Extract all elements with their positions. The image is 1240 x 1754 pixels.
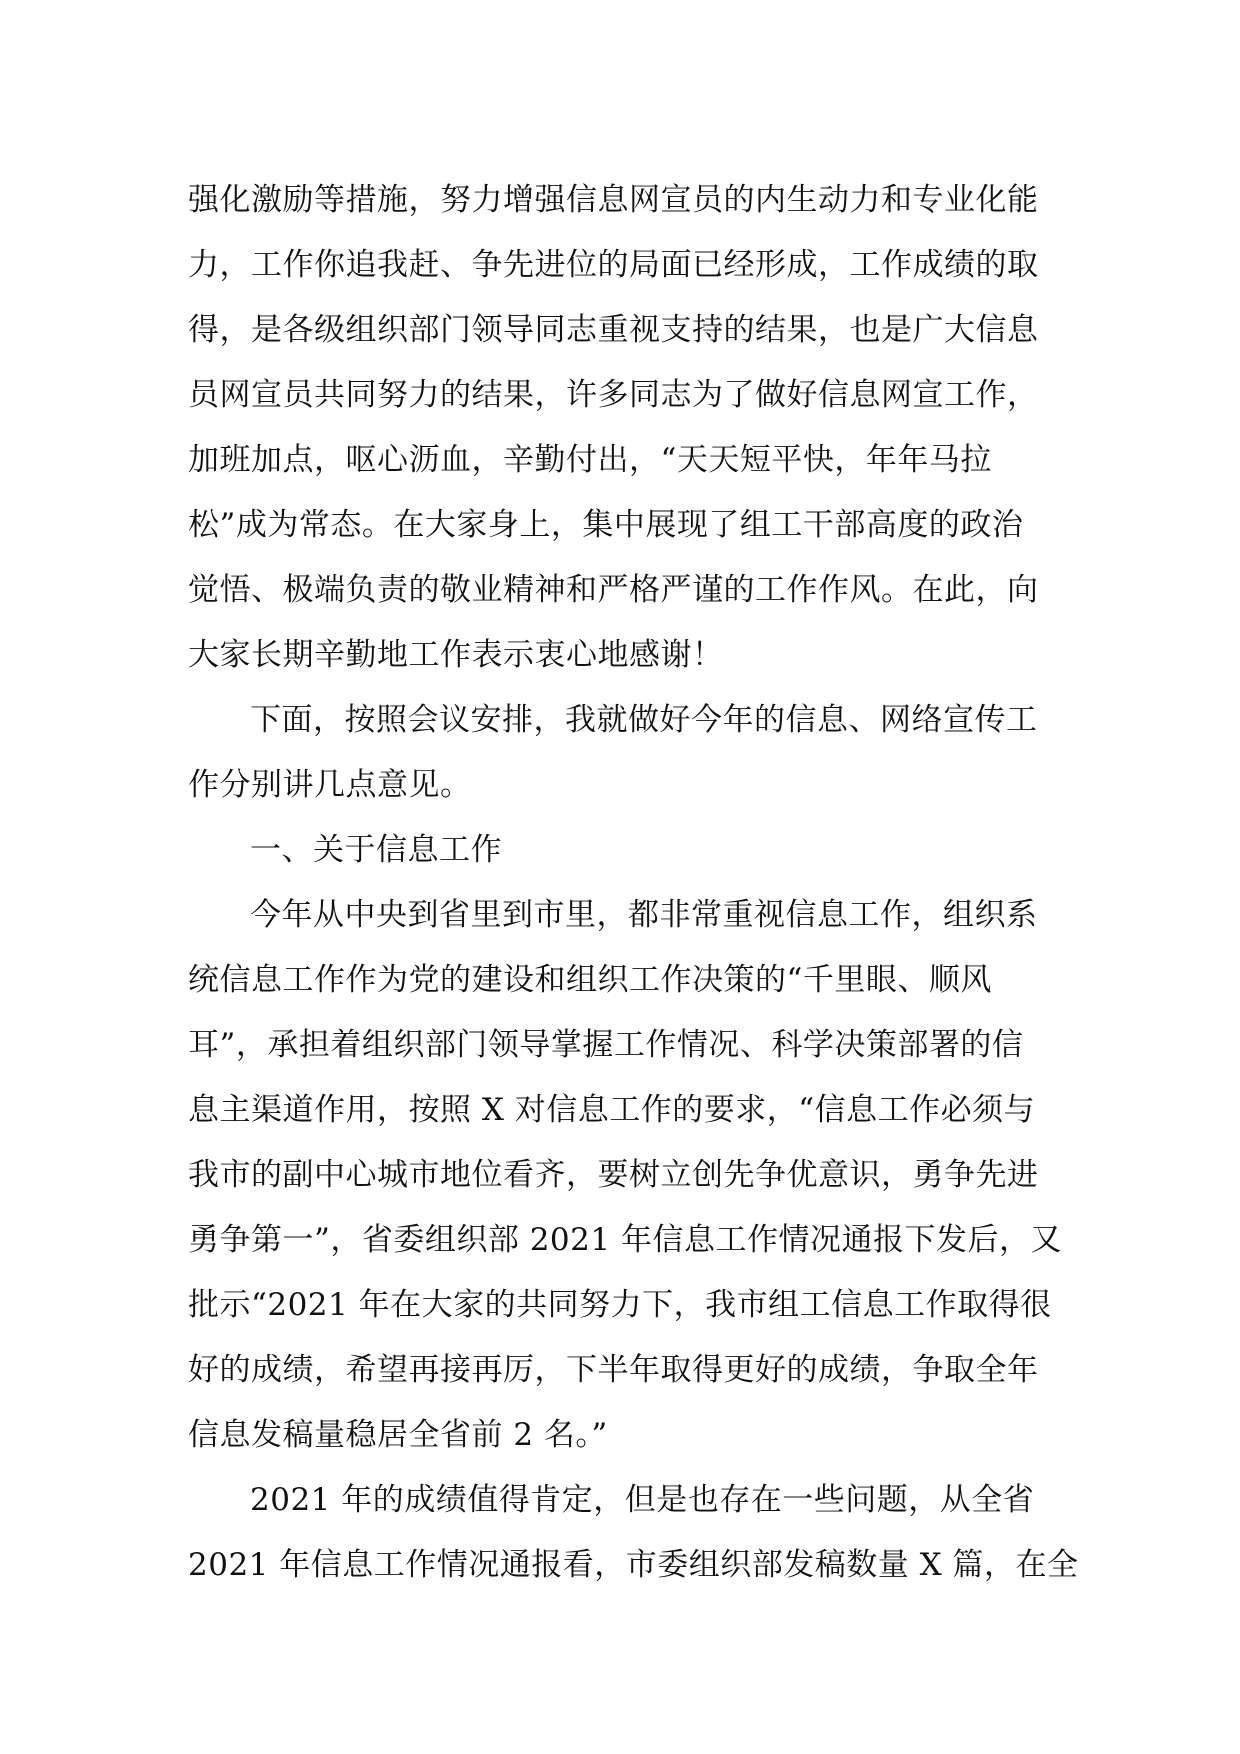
- text-line: 松”成为常态。在大家身上，集中展现了组工干部高度的政治: [188, 507, 1024, 543]
- document-body: [188, 168, 1079, 1598]
- text-line: 觉悟、极端负责的敬业精神和严格严谨的工作作风。在此，向: [188, 572, 1039, 608]
- text-line: 信息发稿量稳居全省前 2 名。”: [188, 1417, 608, 1453]
- text-line: 2021 年信息工作情况通报看，市委组织部发稿数量 X 篇，在全: [188, 1547, 1079, 1583]
- section-heading: 一、关于信息工作: [250, 832, 502, 868]
- text-line: 加班加点，呕心沥血，辛勤付出，“天天短平快，年年马拉: [188, 442, 992, 478]
- text-line: 我市的副中心城市地位看齐，要树立创先争优意识，勇争先进: [188, 1157, 1039, 1193]
- paragraph-first-line: 下面，按照会议安排，我就做好今年的信息、网络宣传工: [250, 702, 1038, 738]
- text-line: 好的成绩，希望再接再厉，下半年取得更好的成绩，争取全年: [188, 1352, 1039, 1388]
- text-line: 员网宣员共同努力的结果，许多同志为了做好信息网宣工作，: [188, 377, 1039, 413]
- text-line: 勇争第一”，省委组织部 2021 年信息工作情况通报下发后，又: [188, 1222, 1062, 1258]
- text-line: 力，工作你追我赶、争先进位的局面已经形成，工作成绩的取: [188, 247, 1039, 283]
- text-line: 批示“2021 年在大家的共同努力下，我市组工信息工作取得很: [188, 1287, 1052, 1323]
- text-line: 大家长期辛勤地工作表示衷心地感谢！: [188, 637, 724, 673]
- paragraph-first-line: 2021 年的成绩值得肯定，但是也存在一些问题，从全省: [250, 1482, 1035, 1518]
- text-line: 强化激励等措施，努力增强信息网宣员的内生动力和专业化能: [188, 182, 1039, 218]
- paragraph-first-line: 今年从中央到省里到市里，都非常重视信息工作，组织系: [250, 897, 1038, 933]
- text-line: 耳”，承担着组织部门领导掌握工作情况、科学决策部署的信: [188, 1027, 1024, 1063]
- text-line: 得，是各级组织部门领导同志重视支持的结果，也是广大信息: [188, 312, 1039, 348]
- text-line: 统信息工作作为党的建设和组织工作决策的“千里眼、顺风: [188, 962, 992, 998]
- text-line: 息主渠道作用，按照 X 对信息工作的要求，“信息工作必须与: [188, 1092, 1036, 1128]
- text-line: 作分别讲几点意见。: [188, 767, 472, 803]
